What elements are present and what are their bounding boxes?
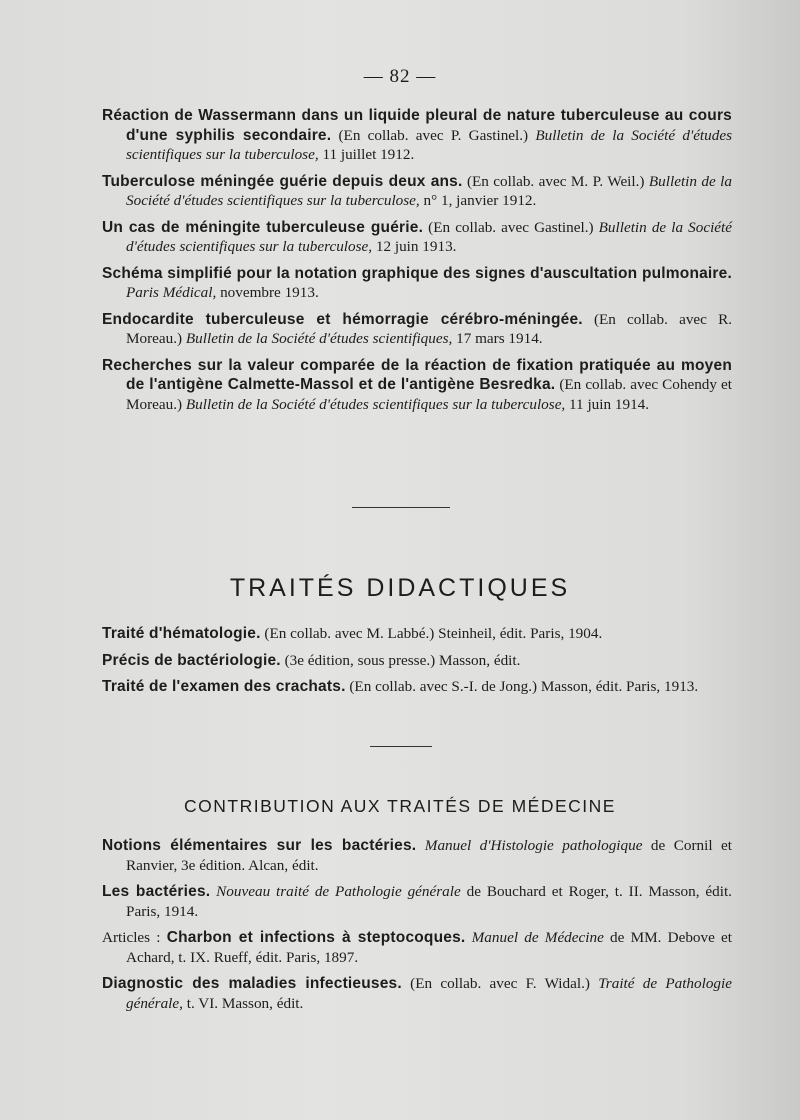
- section-heading-traites: TRAITÉS DIDACTIQUES: [229, 574, 571, 602]
- list-item: [102, 218, 732, 257]
- articles-list: [102, 106, 732, 421]
- list-item: [102, 624, 732, 644]
- entry-title: Schéma simplifié pour la notation graphique des signes d'auscultation pulmonaire.: [102, 264, 732, 282]
- entry-journal: Paris Médical,: [126, 284, 217, 301]
- list-item: [102, 677, 732, 697]
- entry-text: (En collab. avec S.-I. de Jong.) Masson, édit. Paris, 1913.: [345, 678, 699, 695]
- entry-journal: Bulletin de la Société d'études scientifiques sur la tuberculose,: [126, 218, 732, 255]
- list-item: [102, 974, 732, 1013]
- list-item: [102, 310, 732, 349]
- entry-title: Les bactéries.: [102, 883, 211, 900]
- list-item: [102, 356, 732, 415]
- entry-text: (En collab. avec F. Widal.): [401, 975, 599, 992]
- entry-text: (En collab. avec Cohendy et Moreau.): [126, 376, 733, 413]
- entry-journal: Manuel d'Histologie pathologique: [424, 837, 643, 854]
- entry-details: de MM. Debove et Achard, t. IX. Rueff, édit. Paris, 1897.: [126, 929, 733, 966]
- entry-journal: Traité de Pathologie générale,: [126, 975, 732, 1012]
- entry-text: [416, 837, 425, 854]
- entry-text: (3e édition, sous presse.) Masson, édit.: [280, 651, 521, 669]
- list-item: [102, 264, 732, 303]
- entry-text: (En collab. avec P. Gastinel.): [331, 126, 536, 144]
- entry-title: Traité d'hématologie.: [102, 625, 261, 642]
- entry-date: 11 juillet 1912.: [318, 146, 415, 163]
- entry-text: (En collab. avec M. Labbé.) Steinheil, édit. Paris, 1904.: [260, 625, 603, 642]
- entry-text: (En collab. avec R. Moreau.): [126, 310, 732, 347]
- list-item: [102, 836, 732, 875]
- traites-list: [102, 624, 732, 704]
- entry-title: Précis de bactériologie.: [102, 651, 281, 669]
- entry-details: de Bouchard et Roger, t. II. Masson, édit. Paris, 1914.: [126, 883, 732, 920]
- entry-title: Recherches sur la valeur comparée de la réaction de fixation pratiquée au moyen de l'antigène Calmette-Massol et de l'antigène Besredka.: [102, 356, 732, 393]
- entry-title: Réaction de Wassermann dans un liquide pleural de nature tuberculeuse au cours d'une syphilis secondaire.: [102, 107, 732, 144]
- entry-date: 11 juin 1914.: [565, 395, 650, 413]
- entry-title: Tuberculose méningée guérie depuis deux ans.: [102, 172, 463, 190]
- entry-title: Un cas de méningite tuberculeuse guérie.: [102, 218, 424, 236]
- entry-journal: Manuel de Médecine: [471, 929, 604, 946]
- list-item: [102, 106, 732, 165]
- entry-title: Endocardite tuberculeuse et hémorragie cérébro-méningée.: [102, 310, 583, 328]
- list-item: [102, 882, 732, 921]
- list-item: [102, 651, 732, 671]
- list-item: [102, 928, 732, 967]
- entry-journal: Bulletin de la Société d'études scientifiques sur la tuberculose,: [185, 395, 566, 413]
- entry-details: t. VI. Masson, édit.: [182, 994, 304, 1012]
- entry-journal: Bulletin de la Société d'études scientifiques sur la tuberculose,: [126, 172, 732, 209]
- entry-title: Diagnostic des maladies infectieuses.: [102, 975, 402, 992]
- entry-journal: Nouveau traité de Pathologie générale: [216, 883, 461, 900]
- contribution-list: [102, 836, 732, 1020]
- entry-journal: Bulletin de la Société d'études scientifiques sur la tuberculose,: [126, 126, 732, 163]
- entry-date: 17 mars 1914.: [452, 330, 543, 347]
- section-divider: [370, 746, 432, 747]
- entry-journal: Bulletin de la Société d'études scientifiques,: [185, 330, 453, 347]
- entry-date: 12 juin 1913.: [372, 238, 457, 255]
- entry-title: Traité de l'examen des crachats.: [102, 678, 346, 695]
- list-item: [102, 172, 732, 211]
- section-divider: [352, 507, 450, 508]
- entry-prefix: Articles :: [102, 929, 167, 946]
- section-heading-contribution: CONTRIBUTION AUX TRAITÉS DE MÉDECINE: [184, 796, 616, 816]
- entry-date: n° 1, janvier 1912.: [419, 192, 537, 209]
- entry-date: novembre 1913.: [216, 284, 319, 301]
- entry-title: Notions élémentaires sur les bactéries.: [102, 837, 417, 854]
- entry-text: (En collab. avec Gastinel.): [423, 218, 599, 236]
- entry-details: de Cornil et Ranvier, 3e édition. Alcan, édit.: [126, 837, 733, 874]
- page-number: — 82 —: [363, 66, 437, 87]
- entry-text: (En collab. avec M. P. Weil.): [462, 172, 649, 190]
- entry-title: Charbon et infections à steptocoques.: [166, 929, 466, 946]
